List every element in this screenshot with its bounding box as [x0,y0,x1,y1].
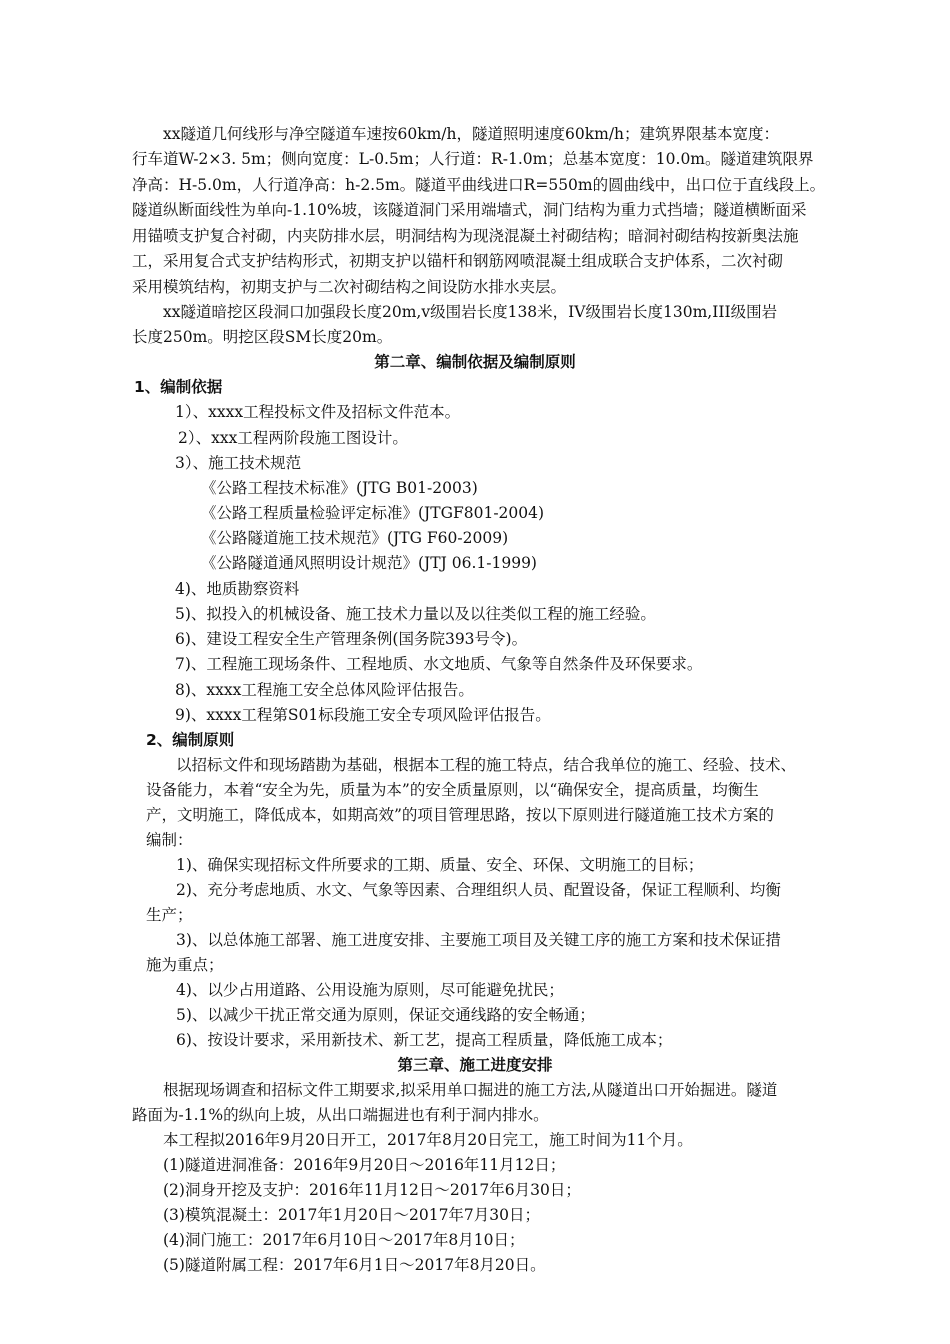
principle-item: 5)、以减少干扰正常交通为原则，保证交通线路的安全畅通； [176,1006,595,1024]
standard-item: 《公路工程技术标准》(JTG B01-2003) [201,479,478,497]
intro-line: 工，采用复合式支护结构形式，初期支护以锚杆和钢筋网喷混凝土组成联合支护体系，二次衬砌 [132,252,784,270]
principle-line: 设备能力，本着“安全为先，质量为本”的安全质量原则，以“确保安全，提高质量，均衡生 [146,781,759,799]
basis-item: 1）、xxxx工程投标文件及招标文件范本。 [175,403,461,421]
chapter-2-title: 第二章、编制依据及编制原则 [374,353,576,371]
basis-item: 9)、xxxx工程第S01标段施工安全专项风险评估报告。 [175,706,551,724]
intro-line: xx隧道几何线形与净空隧道车速按60km/h，隧道照明速度60km/h；建筑界限基本宽度： [163,125,780,143]
intro-line: 长度250m。明挖区段SM长度20m。 [132,328,393,346]
schedule-line: 根据现场调查和招标文件工期要求,拟采用单口掘进的施工方法,从隧道出口开始掘进。隧道 [163,1081,778,1099]
basis-item: 4)、地质勘察资料 [175,580,300,598]
basis-item: 3）、施工技术规范 [175,454,302,472]
basis-item: 6)、建设工程安全生产管理条例(国务院393号令)。 [175,630,528,648]
principle-item: 4)、以少占用道路、公用设施为原则，尽可能避免扰民； [176,981,564,999]
schedule-line: 路面为-1.1%的纵向上坡，从出口端掘进也有利于洞内排水。 [132,1106,549,1124]
intro-line: xx隧道暗挖区段洞口加强段长度20m,v级围岩长度138米，IV级围岩长度130m,III级围岩 [163,303,778,321]
schedule-line: 本工程拟2016年9月20日开工，2017年8月20日完工，施工时间为11个月。 [163,1131,693,1149]
standard-item: 《公路隧道施工技术规范》(JTG F60-2009) [201,529,509,547]
principle-heading: 2、编制原则 [146,731,235,749]
principle-item: 3)、以总体施工部署、施工进度安排、主要施工项目及关键工序的施工方案和技术保证措 [176,931,781,949]
principle-item: 生产； [146,906,193,924]
principle-line: 以招标文件和现场踏勘为基础，根据本工程的施工特点，结合我单位的施工、经验、技术、 [176,756,797,774]
intro-line: 净高：H-5.0m，人行道净高：h-2.5m。隧道平曲线进口R=550m的圆曲线中，出口位于直线段上。 [132,176,826,194]
principle-item: 6)、按设计要求，采用新技术、新工艺，提高工程质量，降低施工成本； [176,1031,673,1049]
basis-item: 7)、工程施工现场条件、工程地质、水文地质、气象等自然条件及环保要求。 [175,655,703,673]
intro-line: 采用模筑结构，初期支护与二次衬砌结构之间设防水排水夹层。 [132,278,567,296]
chapter-3-title: 第三章、施工进度安排 [397,1056,553,1074]
schedule-item: (4)洞门施工：2017年6月10日～2017年8月10日； [163,1231,525,1249]
basis-item: 2）、xxx工程两阶段施工图设计。 [178,429,408,447]
intro-line: 行车道W-2×3. 5m；侧向宽度：L-0.5m；人行道：R-1.0m；总基本宽度：10.0m。隧道建筑限界 [132,150,814,168]
principle-line: 编制： [146,831,193,849]
standard-item: 《公路隧道通风照明设计规范》(JTJ 06.1-1999) [201,554,537,572]
standard-item: 《公路工程质量检验评定标准》(JTGF801-2004) [201,504,545,522]
principle-item: 施为重点； [146,956,224,974]
basis-item: 8)、xxxx工程施工安全总体风险评估报告。 [175,681,474,699]
intro-line: 用锚喷支护复合衬砌，内夹防排水层，明洞结构为现浇混凝土衬砌结构；暗洞衬砌结构按新奥法施 [132,227,799,245]
principle-item: 1)、确保实现招标文件所要求的工期、质量、安全、环保、文明施工的目标； [176,856,704,874]
intro-line: 隧道纵断面线性为单向-1.10%坡，该隧道洞门采用端墙式，洞门结构为重力式挡墙；隧道横断面采 [132,201,807,219]
schedule-item: (1)隧道进洞准备：2016年9月20日～2016年11月12日； [163,1156,566,1174]
basis-heading: 1、编制依据 [134,378,223,396]
principle-item: 2)、充分考虑地质、水文、气象等因素、合理组织人员、配置设备，保证工程顺利、均衡 [176,881,781,899]
basis-item: 5)、拟投入的机械设备、施工技术力量以及以往类似工程的施工经验。 [175,605,656,623]
schedule-item: (2)洞身开挖及支护：2016年11月12日～2017年6月30日； [163,1181,581,1199]
schedule-item: (5)隧道附属工程：2017年6月1日～2017年8月20日。 [163,1256,546,1274]
principle-line: 产，文明施工，降低成本，如期高效”的项目管理思路，按以下原则进行隧道施工技术方案的 [146,806,774,824]
schedule-item: (3)模筑混凝土：2017年1月20日～2017年7月30日； [163,1206,541,1224]
